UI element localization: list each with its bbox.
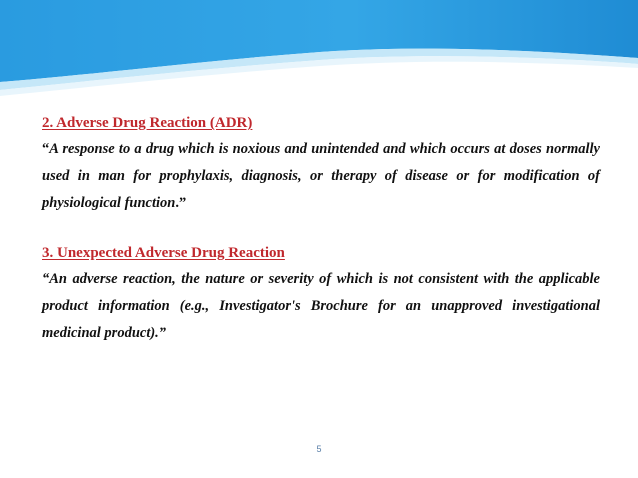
page-number: 5 [316, 444, 322, 454]
adr-open-quote: “ [42, 141, 50, 157]
header-wave-band [0, 0, 638, 100]
adr-close-quote: .” [175, 195, 187, 211]
unexpected-adr-definition [42, 266, 600, 347]
adr-definition [42, 136, 600, 217]
adr-definition-text: A response to a drug which is noxious and unintended and which occurs at doses normally used in man for prophylaxis, diagnosis, or therapy of disease or for modification of physiological function [42, 141, 600, 211]
section-heading-adr: 2. Adverse Drug Reaction (ADR) [42, 115, 253, 131]
section-heading-unexpected-adr: 3. Unexpected Adverse Drug Reaction [42, 245, 285, 261]
slide-content [42, 112, 600, 347]
unexpected-adr-definition-text: “An adverse reaction, the nature or severity of which is not consistent with the applicable product information (e.g., Investigator's Brochure for an unapproved investigational medicinal product).” [42, 271, 600, 341]
